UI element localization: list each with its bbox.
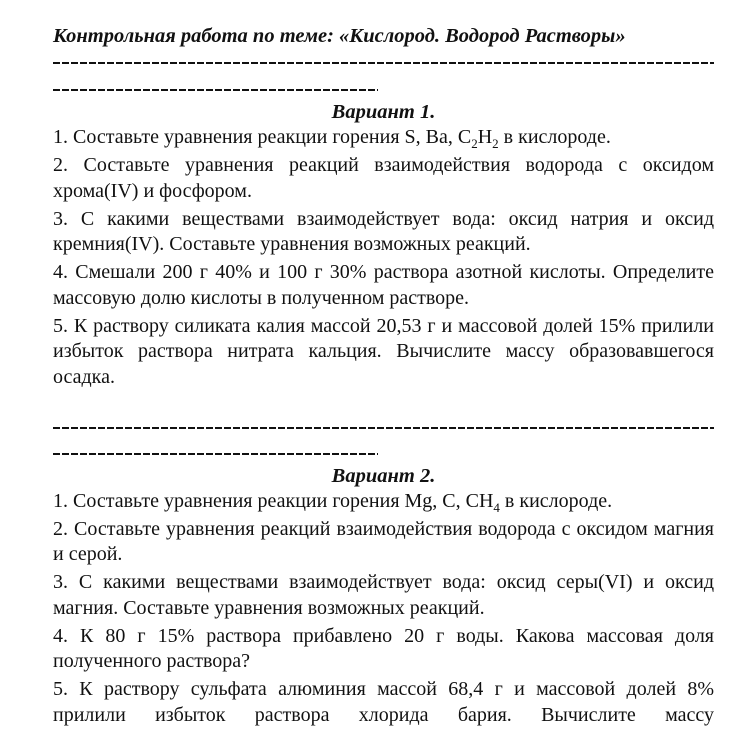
task-item: 3. С какими веществами взаимодействует вода: оксид натрия и оксид кремния(IV). Составьте уравнения возможных реакций. xyxy=(53,207,714,255)
variant-1-section xyxy=(53,99,714,390)
task-item: 2. Составьте уравнения реакций взаимодействия водорода с оксидом магния и серой. xyxy=(53,517,714,565)
task-item: 5. К раствору сульфата алюминия массой 68,4 г и массовой долей 8% прилили избыток раствора хлорида бария. Вычислите массу xyxy=(53,678,714,726)
task-item: 1. Составьте уравнения реакции горения Mg, C, $CH_4$ в кислороде. xyxy=(53,489,613,515)
task-item: 4. К 80 г 15% раствора прибавлено 20 г воды. Какова массовая доля полученного раствора? xyxy=(53,624,714,672)
variant-heading: Вариант 1. xyxy=(331,101,436,123)
task-item: 1. Составьте уравнения реакции горения S, Ba, $C_2H_2$ в кислороде. xyxy=(53,126,611,151)
task-item: 4. Смешали 200 г 40% и 100 г 30% раствора азотной кислоты. Определите массовую долю кислоты в полученном растворе. xyxy=(53,261,714,309)
variant-heading: Вариант 2. xyxy=(331,464,436,487)
task-item: 2. Составьте уравнения реакций взаимодействия водорода с оксидом хрома(IV) и фосфором. xyxy=(53,154,714,202)
document-title: Контрольная работа по теме: «Кислород. Водород Растворы» xyxy=(53,25,626,47)
task-item: 3. С какими веществами взаимодействует вода: оксид серы(VI) и оксид магния. Составьте уравнения возможных реакций. xyxy=(53,571,714,619)
document-page xyxy=(53,22,714,731)
variant-2-section xyxy=(53,463,714,729)
task-item: 5. К раствору силиката калия массой 20,53 г и массовой долей 15% прилили избыток раствора нитрата кальция. Вычислите массу образовавшегося осадка. xyxy=(53,314,714,388)
